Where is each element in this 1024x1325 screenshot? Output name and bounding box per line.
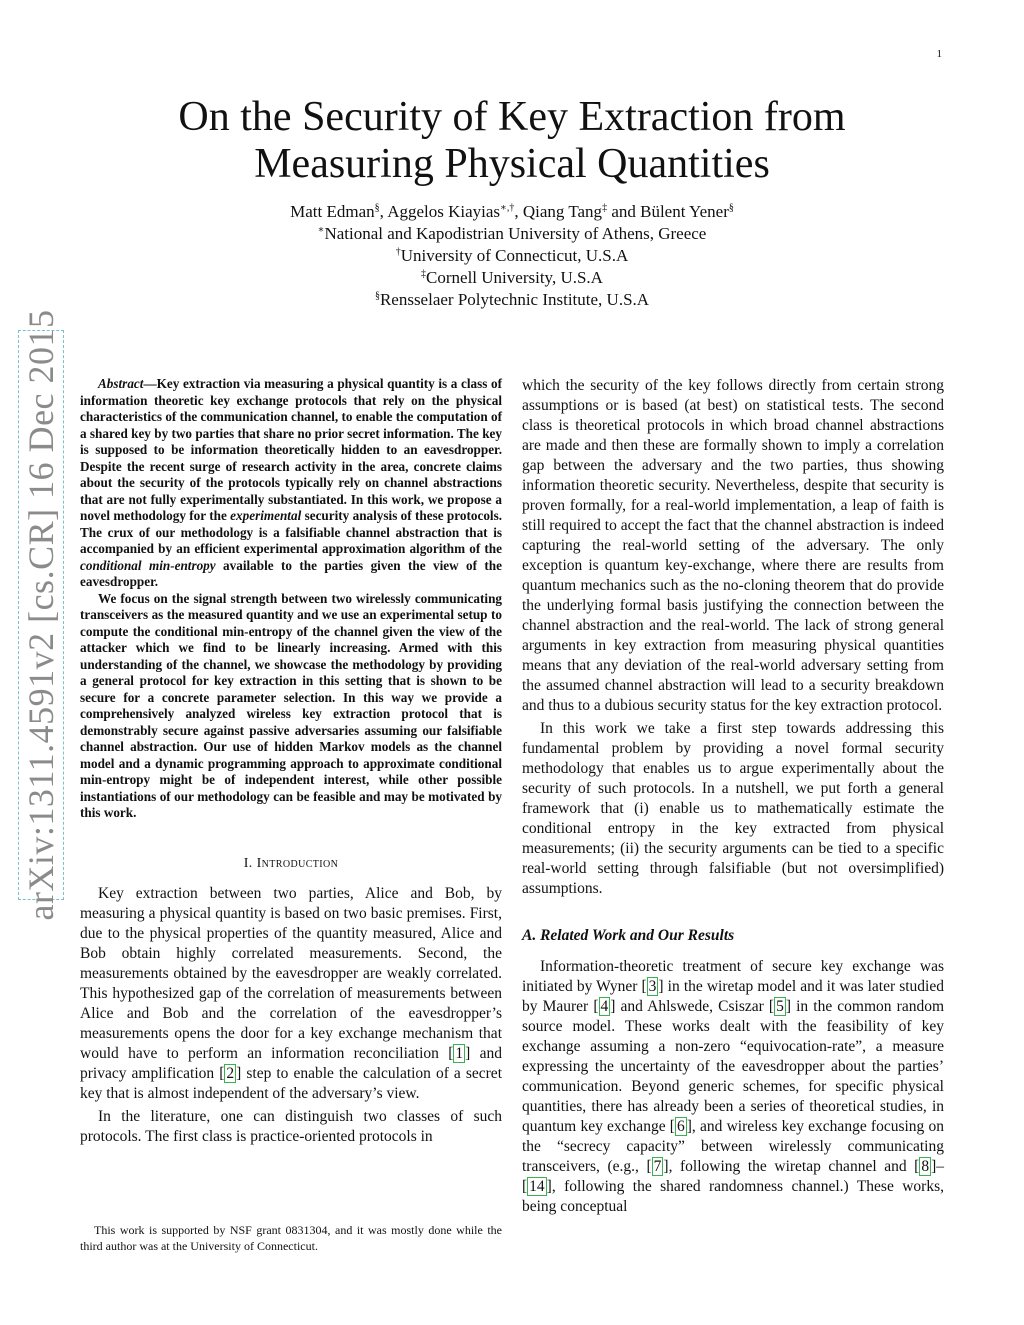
introduction-paragraph-2: In the literature, one can distinguish two classes of such protocols. The first class is practice-oriented protocols in <box>80 1107 502 1145</box>
related-work-body <box>522 957 944 1217</box>
page-number: 1 <box>936 48 942 60</box>
introduction-paragraph-3: which the security of the key follows directly from certain strong assumptions or is based (at best) on statistical tests. The second class is theoretical protocols in which broad channel abstractions are made and then these are formally shown to imply a correlation gap between the adversary and the two parties, thus showing information theoretic security. Nevertheless, despite that security is proven formally, for a real-world implementation, a leap of faith is still required to accept the fact that the channel abstraction is indeed capturing the real-world setting of the adversary. The only exception is quantum key-exchange, where there are results from quantum mechanics such as the no-cloning theorem that do provide the underlying formal basis justifying the connection between the channel abstraction and the real-world. The lack of strong general arguments in key extraction from measuring physical quantities means that any deviation of the real-world adversary setting from the assumed channel abstraction will lead to a security breakdown and thus to a dubious security status for the key extraction protocol. <box>522 377 944 714</box>
citation-link-2[interactable]: 2 <box>226 1064 235 1082</box>
author-yener: Bülent Yener <box>640 202 729 221</box>
arxiv-stamp <box>18 309 64 921</box>
citation-link-6[interactable]: 6 <box>676 1118 685 1135</box>
citation-link-5[interactable]: 5 <box>776 998 784 1015</box>
footnote-text: This work is supported by NSF grant 0831304, and it was mostly done while the third author was at the University of Connecticut. <box>80 1223 502 1253</box>
introduction-paragraph-1: Key extraction between two parties, Alice and Bob, by measuring a physical quantity is based on two basic premises. First, due to the physical properties of the quantity measured, Alice and Bob obtain highly correlated measurements. Second, the measurements obtained by the eavesdropper are weakly correlated. This hypothesized gap of the correlation of measurements between Alice and Bob and the correlation of the eavesdropper’s measurements opens the door for a key exchange mechanism that would have to perform an information reconciliation [ 1 ] and privacy amplification [ 2 ] step to enable the calculation of a secret key that is almost independent of the adversary’s view. <box>80 884 502 1102</box>
introduction-body-right <box>522 376 944 899</box>
right-column <box>522 376 944 1220</box>
left-column <box>80 376 502 1150</box>
affiliation-mark-star-dagger: ∗,† <box>500 202 515 214</box>
author-tang: Qiang Tang <box>522 202 603 221</box>
introduction-body-left <box>80 884 502 1147</box>
author-kiayias: Aggelos Kiayias <box>387 202 501 221</box>
author-line: Matt Edman§, Aggelos Kiayias∗,†, Qiang Tang‡ and Bülent Yener§ <box>290 202 734 221</box>
footnote <box>80 1222 502 1254</box>
citation-link-7[interactable]: 7 <box>653 1158 662 1175</box>
author-conjunction: and <box>607 202 641 221</box>
affiliation-athens: ∗National and Kapodistrian University of Athens, Greece <box>317 224 707 243</box>
affiliation-rensselaer: §Rensselaer Polytechnic Institute, U.S.A <box>374 290 650 309</box>
citation-link-3[interactable]: 3 <box>648 978 657 995</box>
abstract <box>80 376 502 822</box>
citation-link-14[interactable]: 14 <box>529 1178 545 1195</box>
introduction-heading: I. Introduction <box>243 855 339 871</box>
arxiv-stamp-text: arXiv:1311.4591v2 [cs.CR] 16 Dec 2015 <box>21 309 61 921</box>
related-work-heading: A. Related Work and Our Results <box>522 927 735 944</box>
abstract-paragraph-2: We focus on the signal strength between two wirelessly communicating transceivers as the measured quantity and we use an experimental setup to compute the conditional min-entropy of the channel given the view of the attacker which we find to be linearly increasing. Armed with this understanding of the channel, we showcase the methodology by providing a general protocol for key extraction in this setting that is shown to be secure for a concrete parameter selection. In this way we provide a comprehensively analyzed wireless key extraction protocol that is demonstrably secure against passive adversaries assuming our falsifiable channel abstraction. Our use of hidden Markov models as the channel model and a dynamic programming approach to approximate conditional min-entropy might be of independent interest, while other possible instantiations of our methodology can be feasible and may be motivated by this work. <box>80 590 502 820</box>
affiliation-mark-section: § <box>728 202 734 214</box>
author-block <box>160 201 864 311</box>
affiliation-mark-double-dagger: ‡ <box>602 202 608 214</box>
affiliation-cornell: ‡Cornell University, U.S.A <box>421 268 603 287</box>
affiliation-connecticut: †University of Connecticut, U.S.A <box>395 246 629 265</box>
paper-title: On the Security of Key Extraction from Measuring Physical Quantities <box>178 94 846 187</box>
introduction-paragraph-4: In this work we take a first step towards addressing this fundamental problem by providing a novel formal security methodology that enables us to argue experimentally about the security of such protocols. In a nutshell, we put forth a general framework that (i) enable us to mathematically estimate the conditional entropy in the key extracted from physical measurements; (ii) the security arguments can be tied to a specific real-world setting through falsifiable (but not oversimplified) assumptions. <box>522 720 944 897</box>
abstract-paragraph-1: Abstract—Key extraction via measuring a physical quantity is a class of information theoretic key exchange protocols that rely on the physical characteristics of the communication channel, to enable the computation of a shared key by two parties that share no prior secret information. The key is supposed to be information theoretically hidden to an eavesdropper. Despite the recent surge of research activity in the area, concrete claims about the security of the protocols typically rely on channel abstractions that are not fully experimentally substantiated. In this work, we propose a novel methodology for the experimental security analysis of these protocols. The crux of our methodology is a falsifiable channel abstraction that is accompanied by an efficient experimental approximation algorithm of the conditional min-entropy available to the parties given the view of the eavesdropper. <box>80 376 503 589</box>
abstract-label: Abstract <box>98 376 144 391</box>
citation-link-1[interactable]: 1 <box>455 1044 464 1062</box>
related-work-paragraph: Information-theoretic treatment of secure key exchange was initiated by Wyner [ 3 ] in the wiretap model and it was later studied by Maurer [ 4 ] and Ahlswede, Csiszar [ 5 ] in the common random source model. These works dealt with the feasibility of key exchange assuming a non-zero “equivocation-rate”, a measure expressing the uncertainty of the eavesdropper about the parties’ communication. Beyond generic schemes, for specific physical quantities, there has already been a series of theoretical studies, in quantum key exchange [ 6 ], and wireless key exchange focusing on the “secrecy capacity” between wirelessly communicating transceivers, (e.g., [ 7 ], following the wiretap channel and [ 8 ]–[ 14 ], following the shared randomness channel.) These works, being conceptual <box>522 958 945 1215</box>
affiliation-mark-section: § <box>374 202 380 214</box>
citation-link-4[interactable]: 4 <box>600 998 609 1015</box>
author-edman: Matt Edman <box>290 202 375 221</box>
citation-link-8[interactable]: 8 <box>921 1158 930 1175</box>
